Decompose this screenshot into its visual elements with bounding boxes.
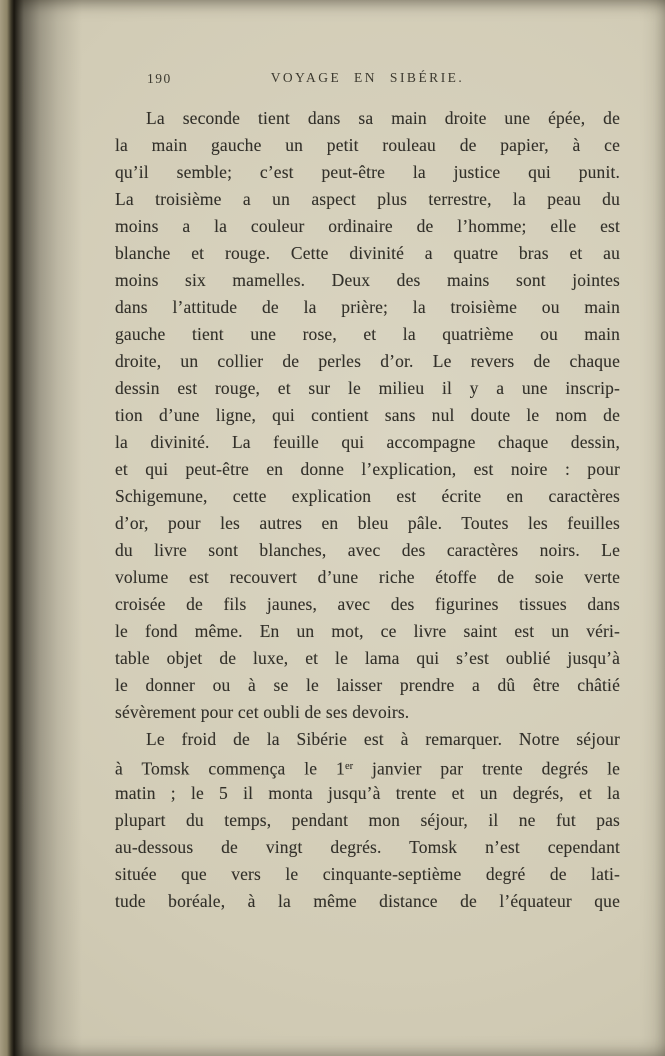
text-line: La seconde tient dans sa main droite une épée, de <box>146 108 620 128</box>
text-line: le donner ou à se le laisser prendre a dû être châtié <box>115 675 620 695</box>
text-line: tude boréale, à la même distance de l’équateur que <box>115 891 620 911</box>
text-line: dessin est rouge, et sur le milieu il y a une inscrip- <box>115 378 620 398</box>
text-line <box>115 753 620 780</box>
text-line: croisée de fils jaunes, avec des figurines tissues dans <box>115 594 620 614</box>
text-segment: à Tomsk commença le 1 <box>115 758 345 779</box>
text-line: dans l’attitude de la prière; la troisième ou main <box>115 297 620 317</box>
page-number: 190 <box>147 71 172 86</box>
text-line: du livre sont blanches, avec des caractères noirs. Le <box>115 540 620 560</box>
text-line: La troisième a un aspect plus terrestre, la peau du <box>115 189 620 209</box>
text-line: qu’il semble; c’est peut-être la justice qui punit. <box>115 162 620 182</box>
text-line: Schigemune, cette explication est écrite en caractères <box>115 486 620 506</box>
text-line: au-dessous de vingt degrés. Tomsk n’est cependant <box>115 837 620 857</box>
text-line: plupart du temps, pendant mon séjour, il ne fut pas <box>115 810 620 830</box>
text-line: Le froid de la Sibérie est à remarquer. Notre séjour <box>146 729 620 749</box>
text-segment: janvier par trente degrés le <box>353 758 620 779</box>
text-line: sévèrement pour cet oubli de ses devoirs. <box>115 702 410 722</box>
text-line: tion d’une ligne, qui contient sans nul doute le nom de <box>115 405 620 425</box>
ordinal-superscript: er <box>344 761 354 772</box>
text-line: matin ; le 5 il monta jusqu’à trente et un degrés, et la <box>115 783 620 803</box>
text-line: située que vers le cinquante-septième degré de lati- <box>115 864 620 884</box>
page-header <box>115 70 620 92</box>
text-line: table objet de luxe, et le lama qui s’est oublié jusqu’à <box>115 648 620 668</box>
text-line: la main gauche un petit rouleau de papier, à ce <box>115 135 620 155</box>
text-line: la divinité. La feuille qui accompagne chaque dessin, <box>115 432 620 452</box>
text-line: volume est recouvert d’une riche étoffe de soie verte <box>115 567 620 587</box>
text-line: blanche et rouge. Cette divinité a quatre bras et au <box>115 243 620 263</box>
text-line: gauche tient une rose, et la quatrième ou main <box>115 324 620 344</box>
text-line: moins six mamelles. Deux des mains sont jointes <box>115 270 620 290</box>
running-title: VOYAGE EN SIBÉRIE. <box>270 70 465 85</box>
text-line: droite, un collier de perles d’or. Le revers de chaque <box>115 351 620 371</box>
text-line: et qui peut-être en donne l’explication, est noire : pour <box>115 459 620 479</box>
text-line: le fond même. En un mot, ce livre saint est un véri- <box>115 621 620 641</box>
text-line: moins a la couleur ordinaire de l’homme; elle est <box>115 216 620 236</box>
text-line: d’or, pour les autres en bleu pâle. Toutes les feuilles <box>115 513 620 533</box>
text-block <box>115 105 620 915</box>
